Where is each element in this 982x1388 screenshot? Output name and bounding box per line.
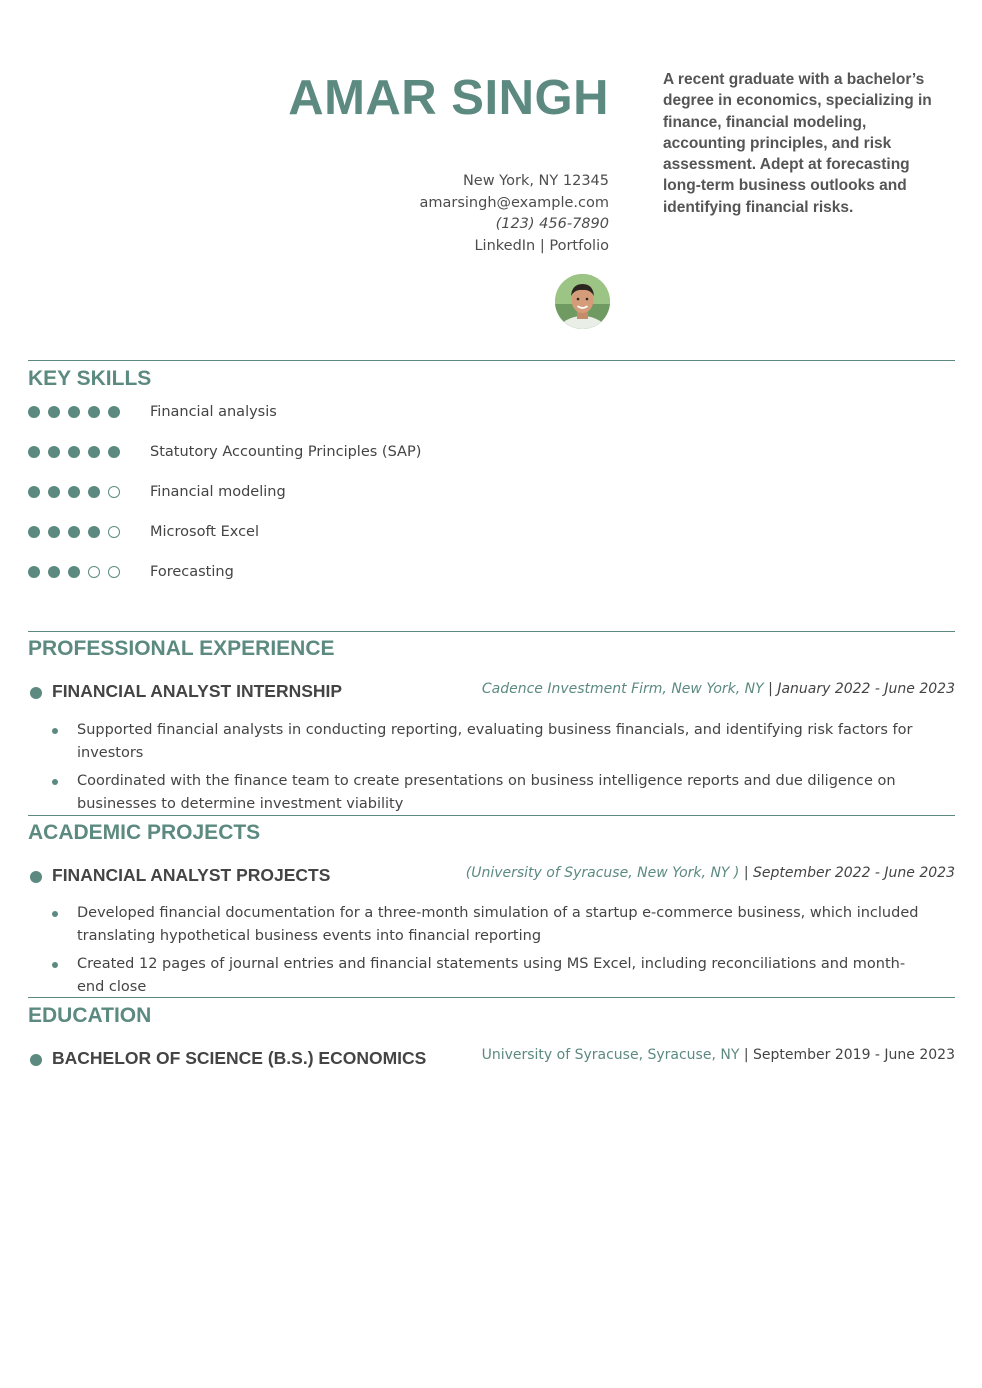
- rating-dot-filled-icon: [48, 486, 60, 498]
- rating-dot-filled-icon: [68, 526, 80, 538]
- rating-dot-empty-icon: [108, 486, 120, 498]
- section-divider: [28, 997, 955, 998]
- section-title-projects: ACADEMIC PROJECTS: [28, 821, 261, 844]
- rating-dot-filled-icon: [68, 566, 80, 578]
- skill-rating: [28, 486, 150, 498]
- skill-row: [28, 402, 277, 422]
- project-title: FINANCIAL ANALYST PROJECTS: [52, 865, 331, 885]
- rating-dot-filled-icon: [68, 446, 80, 458]
- rating-dot-filled-icon: [68, 486, 80, 498]
- skill-row: [28, 442, 421, 462]
- project-dates: September 2022 - June 2023: [753, 865, 955, 881]
- meta-separator: |: [739, 1047, 754, 1063]
- phone: (123) 456-7890: [495, 216, 609, 232]
- section-divider: [28, 360, 955, 361]
- rating-dot-filled-icon: [28, 526, 40, 538]
- skill-name: Statutory Accounting Principles (SAP): [150, 444, 422, 460]
- candidate-name: AMAR SINGH: [288, 71, 609, 125]
- rating-dot-filled-icon: [88, 446, 100, 458]
- entry-bullet-icon: [30, 687, 42, 699]
- entry-bullet-icon: [30, 871, 42, 883]
- avatar: [555, 274, 610, 329]
- skill-name: Forecasting: [150, 564, 234, 580]
- job-title: FINANCIAL ANALYST INTERNSHIP: [52, 681, 343, 701]
- rating-dot-filled-icon: [88, 406, 100, 418]
- degree-title: BACHELOR OF SCIENCE (B.S.) ECONOMICS: [52, 1048, 427, 1068]
- skill-rating: [28, 566, 150, 578]
- project-bullets: [52, 902, 932, 1004]
- email: amarsingh@example.com: [419, 194, 609, 211]
- education-meta: [482, 1047, 955, 1063]
- meta-separator: |: [763, 681, 778, 697]
- rating-dot-filled-icon: [108, 446, 120, 458]
- rating-dot-empty-icon: [108, 566, 120, 578]
- skill-row: [28, 482, 286, 502]
- rating-dot-filled-icon: [108, 406, 120, 418]
- bullet-item: Developed financial documentation for a three-month simulation of a startup e-commerce business, which included translating hypothetical business events into financial reporting: [52, 902, 932, 947]
- section-divider: [28, 631, 955, 632]
- rating-dot-filled-icon: [68, 406, 80, 418]
- rating-dot-filled-icon: [48, 446, 60, 458]
- school: University of Syracuse, Syracuse, NY: [481, 1047, 740, 1063]
- rating-dot-empty-icon: [88, 566, 100, 578]
- skill-name: Microsoft Excel: [150, 524, 260, 540]
- rating-dot-filled-icon: [48, 406, 60, 418]
- institution: (University of Syracuse, New York, NY ): [465, 865, 740, 881]
- profile-photo: [555, 274, 610, 329]
- skill-row: [28, 522, 259, 542]
- rating-dot-filled-icon: [48, 526, 60, 538]
- section-divider: [28, 815, 955, 816]
- skill-name: Financial analysis: [150, 404, 277, 420]
- rating-dot-empty-icon: [108, 526, 120, 538]
- skill-row: [28, 562, 234, 582]
- skill-rating: [28, 526, 150, 538]
- employer: Cadence Investment Firm, New York, NY: [481, 681, 764, 697]
- bullet-item: Coordinated with the finance team to create presentations on business intelligence reports and due diligence on businesses to determine investment viability: [52, 770, 932, 815]
- skill-rating: [28, 446, 150, 458]
- skill-rating: [28, 406, 150, 418]
- location: New York, NY 12345: [462, 173, 609, 189]
- entry-bullet-icon: [30, 1054, 42, 1066]
- rating-dot-filled-icon: [28, 486, 40, 498]
- rating-dot-filled-icon: [28, 566, 40, 578]
- job-bullets: [52, 719, 932, 821]
- skill-name: Financial modeling: [150, 484, 286, 500]
- section-title-experience: PROFESSIONAL EXPERIENCE: [28, 637, 335, 660]
- contact-block: [419, 171, 609, 257]
- rating-dot-filled-icon: [88, 486, 100, 498]
- job-meta: [482, 681, 955, 697]
- professional-summary: A recent graduate with a bachelor’s degree in economics, specializing in finance, financial modeling, accounting principles, and risk assessment. Adept at forecasting long-term business outlooks and identifying financial risks.: [663, 71, 932, 216]
- project-meta: [466, 865, 955, 881]
- job-dates: January 2022 - June 2023: [777, 681, 955, 697]
- bullet-item: Created 12 pages of journal entries and financial statements using MS Excel, including reconciliations and month-end close: [52, 953, 932, 998]
- meta-separator: |: [739, 865, 754, 881]
- bullet-item: Supported financial analysts in conducting reporting, evaluating business financials, and identifying risk factors for investors: [52, 719, 932, 764]
- rating-dot-filled-icon: [88, 526, 100, 538]
- education-dates: September 2019 - June 2023: [753, 1047, 955, 1063]
- section-title-education: EDUCATION: [28, 1004, 152, 1027]
- rating-dot-filled-icon: [28, 446, 40, 458]
- profile-links: LinkedIn | Portfolio: [474, 237, 609, 254]
- rating-dot-filled-icon: [48, 566, 60, 578]
- rating-dot-filled-icon: [28, 406, 40, 418]
- section-title-key-skills: KEY SKILLS: [28, 367, 152, 390]
